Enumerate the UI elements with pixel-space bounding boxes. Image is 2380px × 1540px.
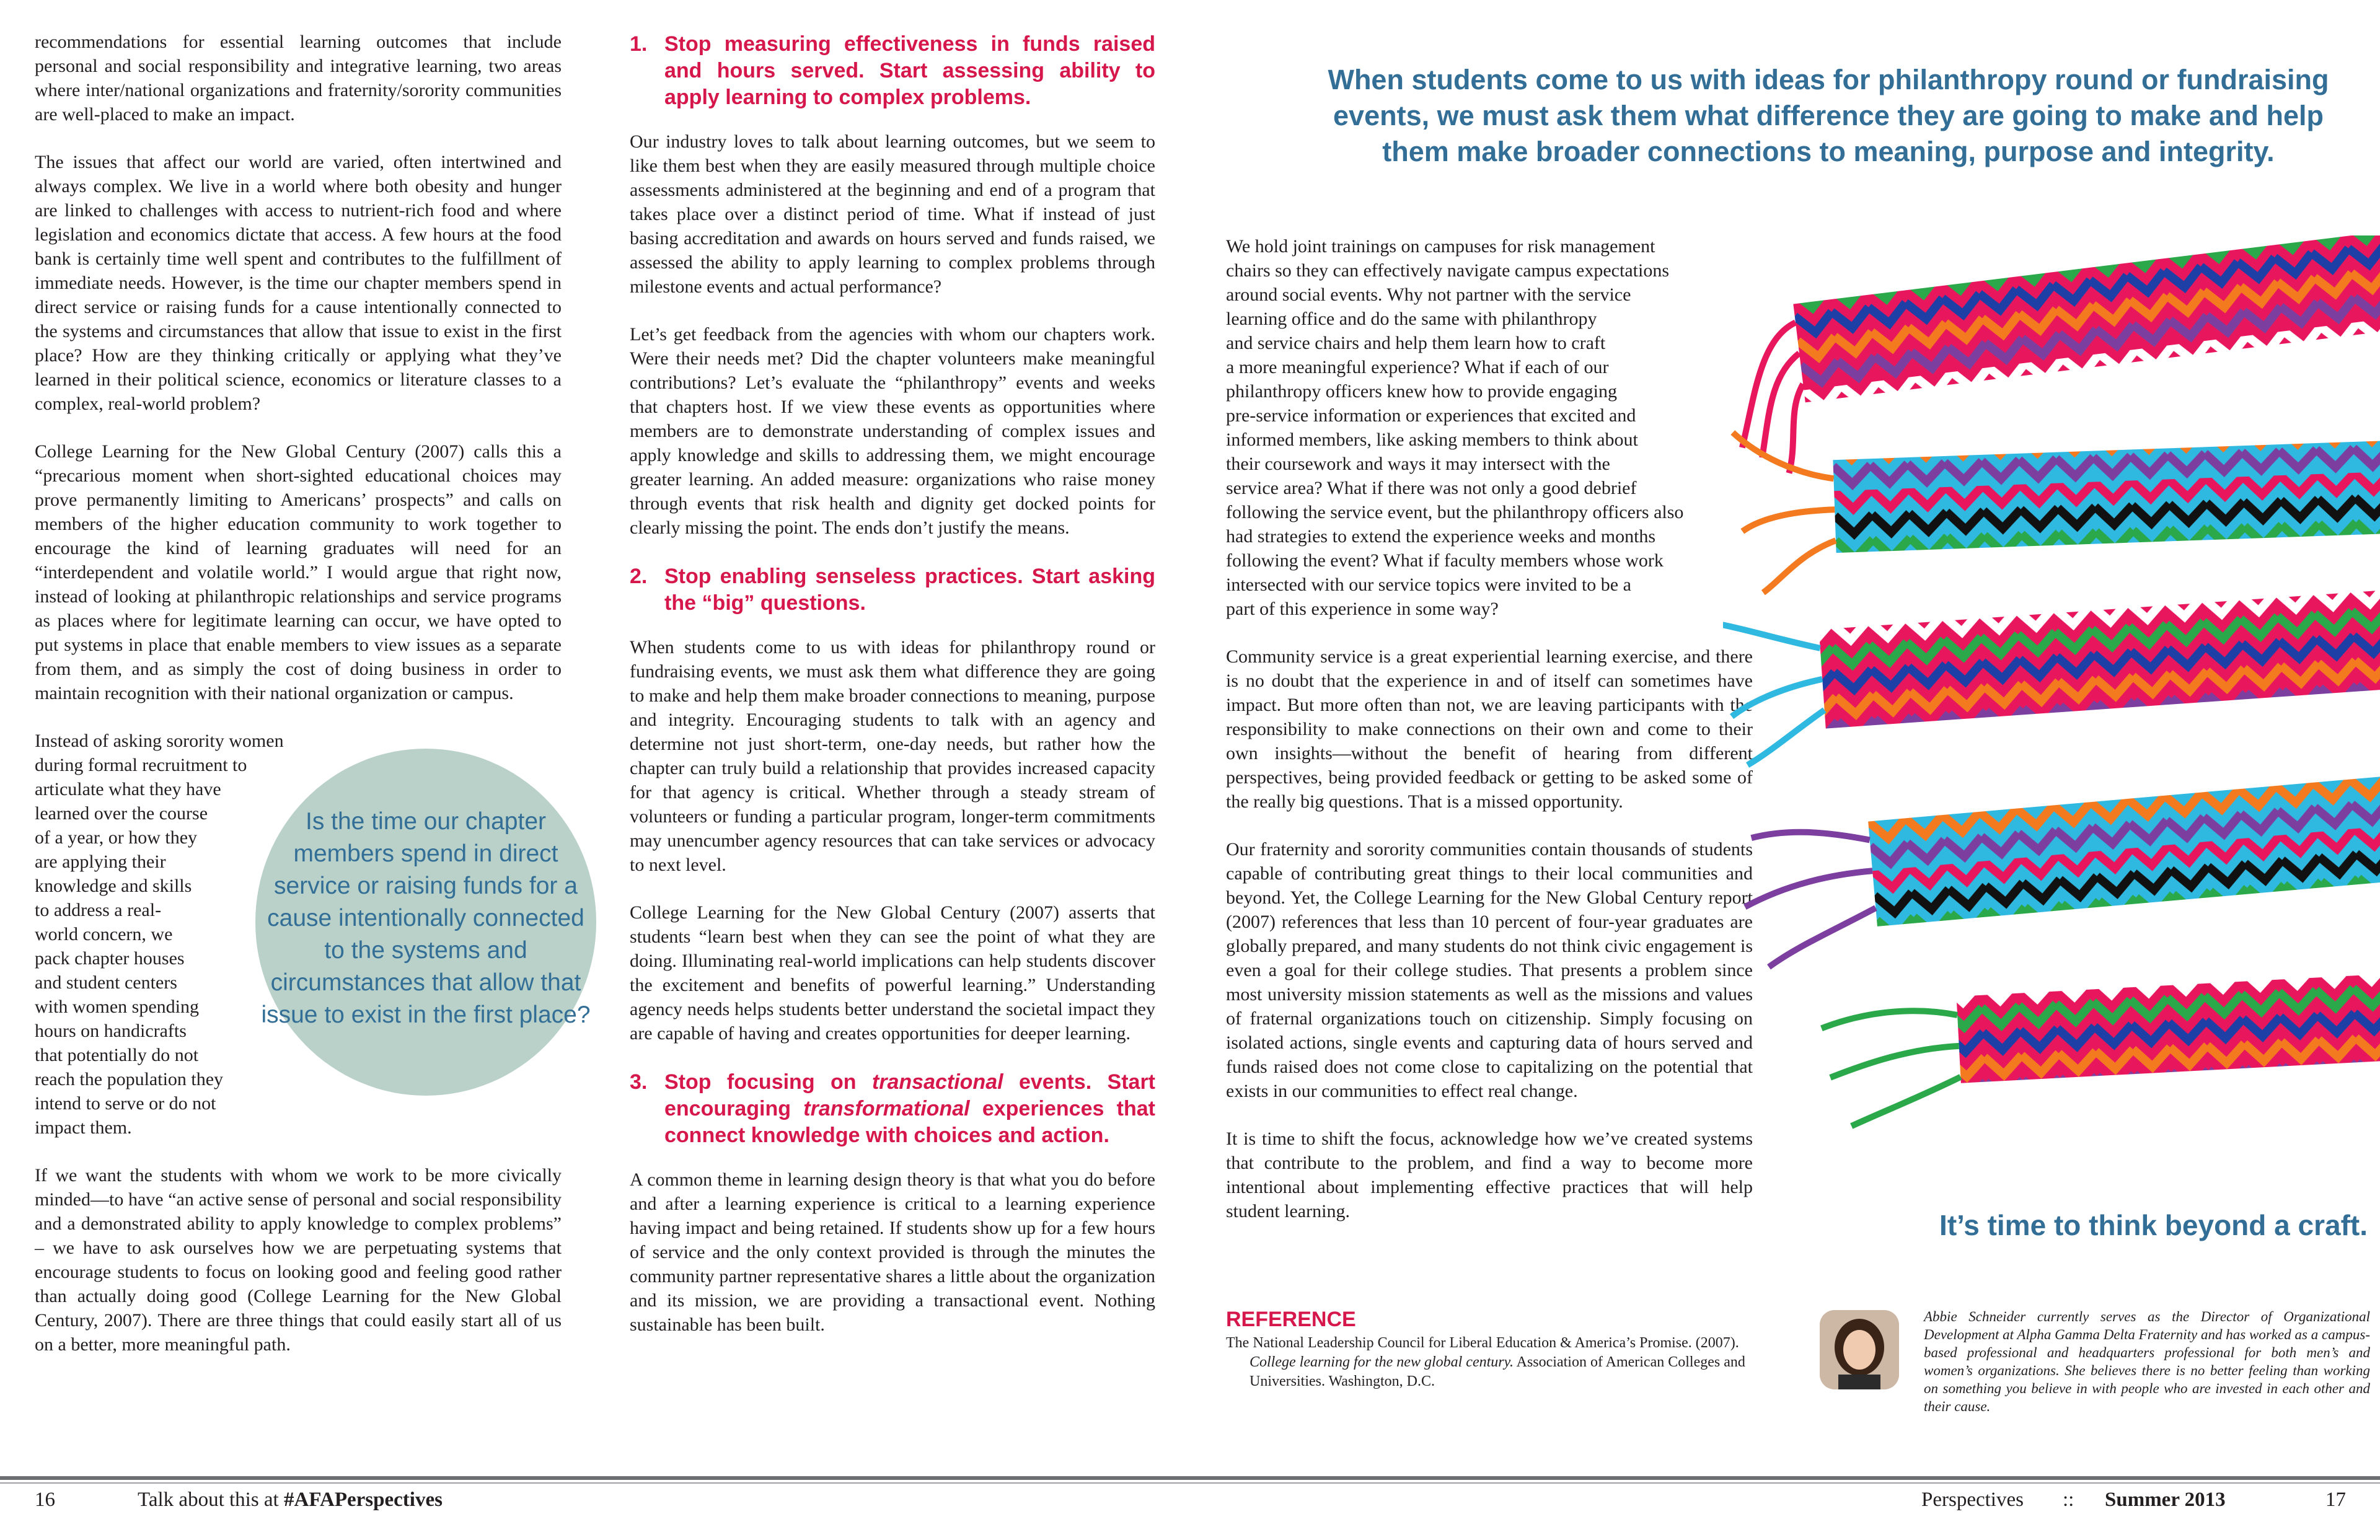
portrait-icon — [1820, 1310, 1899, 1389]
body-paragraph: recommendations for essential learning outcomes that include personal and social responsibility and integrative learning, two areas where inter/national organizations and fraternity/sorority communities are well-placed to make an impact. — [35, 32, 562, 125]
body-paragraph: If we want the students with whom we work to be more civically minded—to have “an active sense of personal and social responsibility and a demonstrated ability to apply knowledge to complex problems” – we have to ask ourselves how we are perpetuating systems that encourage students to focus on looking good and feeling good rather than actually doing good (College Learning for the New Global Century, 2007). There are three things that could easily start all of us on a better, more meaningful path. — [35, 1165, 562, 1355]
column-1 — [35, 30, 562, 1380]
issue-date: Summer 2013 — [2105, 1489, 2226, 1511]
footer-separator: :: — [2063, 1489, 2074, 1511]
callout-quote: Is the time our chapter members spend in direct service or raising funds for a cause intentionally connected to the systems and circumstances that allow that issue to exist in the first place? — [261, 808, 591, 1028]
page-number-right: 17 — [2325, 1489, 2346, 1511]
bracelet — [1723, 578, 2380, 767]
friendship-bracelets-image — [1723, 235, 2380, 1202]
body-paragraph: A common theme in learning design theory is that what you do before and after a learning experience is critical to a learning experience having impact and being retained. If students show up for a few hours of service and the only context provided is through the minutes the community partner representative shares a little about the organization and its mission, we are providing a transactional event. Nothing sustainable has been built. — [630, 1169, 1155, 1335]
closing-tagline: It’s time to think beyond a craft. — [1939, 1209, 2368, 1241]
footer-rule — [0, 1482, 2380, 1484]
reference-heading: REFERENCE — [1226, 1308, 1356, 1331]
section-heading-2: 2. Stop enabling senseless practices. Start asking the “big” questions. — [630, 565, 1155, 615]
section-heading-1: 1. Stop measuring effectiveness in funds raised and hours served. Start assessing ability to apply learning to complex problems. — [630, 32, 1155, 109]
body-paragraph: College Learning for the New Global Century (2007) calls this a “precarious moment when short-sighted educational choices may prove permanently limiting to Americans’ prospects” and calls on members of the higher education community to work together to encourage the kind of learning graduates will need for an “interdependent and volatile world.” I would argue that right now, instead of looking at philanthropic relationships and service programs as places where for legitimate learning can occur, we have opted to put systems in place that enable members to view issues as a separate from them, and as simply the cost of doing business in order to maintain recognition with their national organization or campus. — [35, 441, 562, 703]
footer-rule — [0, 1476, 2380, 1480]
column-3 — [1226, 234, 1753, 1247]
body-paragraph: Our fraternity and sorority communities contain thousands of students capable of contributing great things to their local communities and beyond. Yet, the College Learning for the New Global Century report (2007) references that less than 10 percent of four-year graduates are globally prepared, and many students do not think civic engagement is even a goal for their college studies. That presents a problem since most university mission statements as well as the missions and values of fraternal organizations touch on citizenship. Simply focusing on isolated actions, single events and capturing data of hours served and funds raised does not come close to capitalizing on the potential that exists in our communities to effect real change. — [1226, 839, 1753, 1101]
pull-quote: When students come to us with ideas for philanthropy round or fundraising events, we must ask them what difference they are going to make and help them make broader connections to meaning, purpose and integrity. — [1328, 64, 2329, 167]
body-paragraph: When students come to us with ideas for philanthropy round or fundraising events, we must ask them what difference they are going to make and help them make broader connections to meaning, purpose and integrity. Encouraging students to talk with an agency and determine not just short-term, one-day needs, but rather how the chapter can truly build a relationship that provides increased capacity for that agency is critical. Whether through a steady stream of volunteers or funding a particular program, longer-term commitments may unencumber agency resources that can take services or advocacy to next level. — [630, 637, 1155, 875]
wrapped-paragraph: We hold joint trainings on campuses for risk management chairs so they can effectively navigate campus expectations around social events. Why not partner with the service learning office and do the same with philanthropy and service chairs and help them learn how to craft a more meaningful experience? What if each of our philanthropy officers knew how to provide engaging pre-service information or experiences that excited and informed members, like asking members to think about their coursework and ways it may intersect with the service area? What if there was not only a good debrief following the service event, but the philanthropy officers also had strategies to extend the experience weeks and months following the event? What if faculty members whose work intersected with our service topics were invited to be a part of this experience in some way? — [1226, 236, 1684, 619]
page-number-left: 16 — [35, 1489, 55, 1511]
section-heading-3: 3. Stop focusing on transactional events. Start encouraging transformational experiences that connect knowledge with choices and action. — [630, 1070, 1156, 1147]
wrapped-paragraph: Instead of asking sorority women during formal recruitment to articulate what they have learned over the course of a year, or how they are applying their knowledge and skills to address a real- world concern, we pack chapter houses and student centers with women spending hours on handicrafts that potentially do not reach the population they intend to serve or do not impact them. — [35, 731, 284, 1138]
body-paragraph: The issues that affect our world are varied, often intertwined and always complex. We live in a world where both obesity and hunger are linked to challenges with access to nutrient-rich food and where legislation and economics dictate that access. A few hours at the food bank is certainly time well spent and contributes to the fulfillment of immediate needs. However, is the time our chapter members spend in direct service or raising funds for a cause intentionally connected to the systems and circumstances that allow that issue to exist in the first place? How are they thinking critically or applying what they’ve learned in their political science, economics or literature classes to a complex, real-world problem? — [35, 152, 562, 414]
body-paragraph: College Learning for the New Global Century (2007) asserts that students “learn best when they can see the point of what they are doing. Illuminating real-world implications can help students discover the excitement and benefits of powerful learning.” Understanding agency needs helps students better understand the societal impact they are capable of having and creates opportunities for deeper learning. — [630, 902, 1155, 1044]
author-avatar — [1820, 1310, 1899, 1389]
body-paragraph: Our industry loves to talk about learning outcomes, but we seem to like them best when they are easily measured through multiple choice assessments administered at the beginning and end of a program that takes place over a distinct period of time. What if instead of just basing accreditation and awards on hours served and funds raised, we assessed the ability to apply learning to complex problems through milestone events and actual performance? — [630, 131, 1155, 297]
column-2 — [630, 31, 1155, 1360]
body-paragraph: Community service is a great experiential learning exercise, and there is no doubt that the experience in and of itself can sometimes have impact. But more often than not, we are leaving participants with the responsibility to make connections on their own and come to their own insights—without the benefit of hearing from different perspectives, being provided feedback or getting to be asked some of the really big questions. That is a missed opportunity. — [1226, 646, 1753, 812]
bracelet — [1739, 776, 2380, 969]
body-paragraph: It is time to shift the focus, acknowledge how we’ve created systems that contribute to the problem, and find a way to become more intentional about implementing effective practices that will help student learning. — [1226, 1129, 1753, 1221]
reference-text: The National Leadership Council for Liberal Education & America’s Promise. (2007). College learning for the new global century. Association of American Colleges and Universities. Washington, D.C. — [1226, 1335, 1745, 1389]
bracelet — [1726, 235, 2380, 478]
magazine-name: Perspectives — [1921, 1489, 2024, 1511]
bracelet — [1820, 974, 2380, 1127]
footer-hashtag-line: Talk about this at #AFAPerspectives — [138, 1489, 443, 1511]
bracelet — [1733, 410, 2380, 594]
body-paragraph: Let’s get feedback from the agencies with whom our chapters work. Were their needs met? Did the chapter volunteers make meaningful contributions? Let’s evaluate the “philanthropy” events and weeks that chapters host. If we view these events as opportunities where members are to demonstrate understanding of complex issues and apply knowledge and skills to addressing them, we might encourage greater learning. An added measure: organizations who raise money through events that risk health and dignity get docked points for clearly missing the point. The ends don’t justify the means. — [630, 324, 1155, 538]
author-bio: Abbie Schneider currently serves as the Director of Organizational Development at Alpha Gamma Delta Fraternity and has worked as a campus-based professional and headquarters professional for both men’s and women’s organizations. She believes there is no better feeling than working on something you believe in with people who are invested in each other and their cause. — [1924, 1309, 2370, 1414]
